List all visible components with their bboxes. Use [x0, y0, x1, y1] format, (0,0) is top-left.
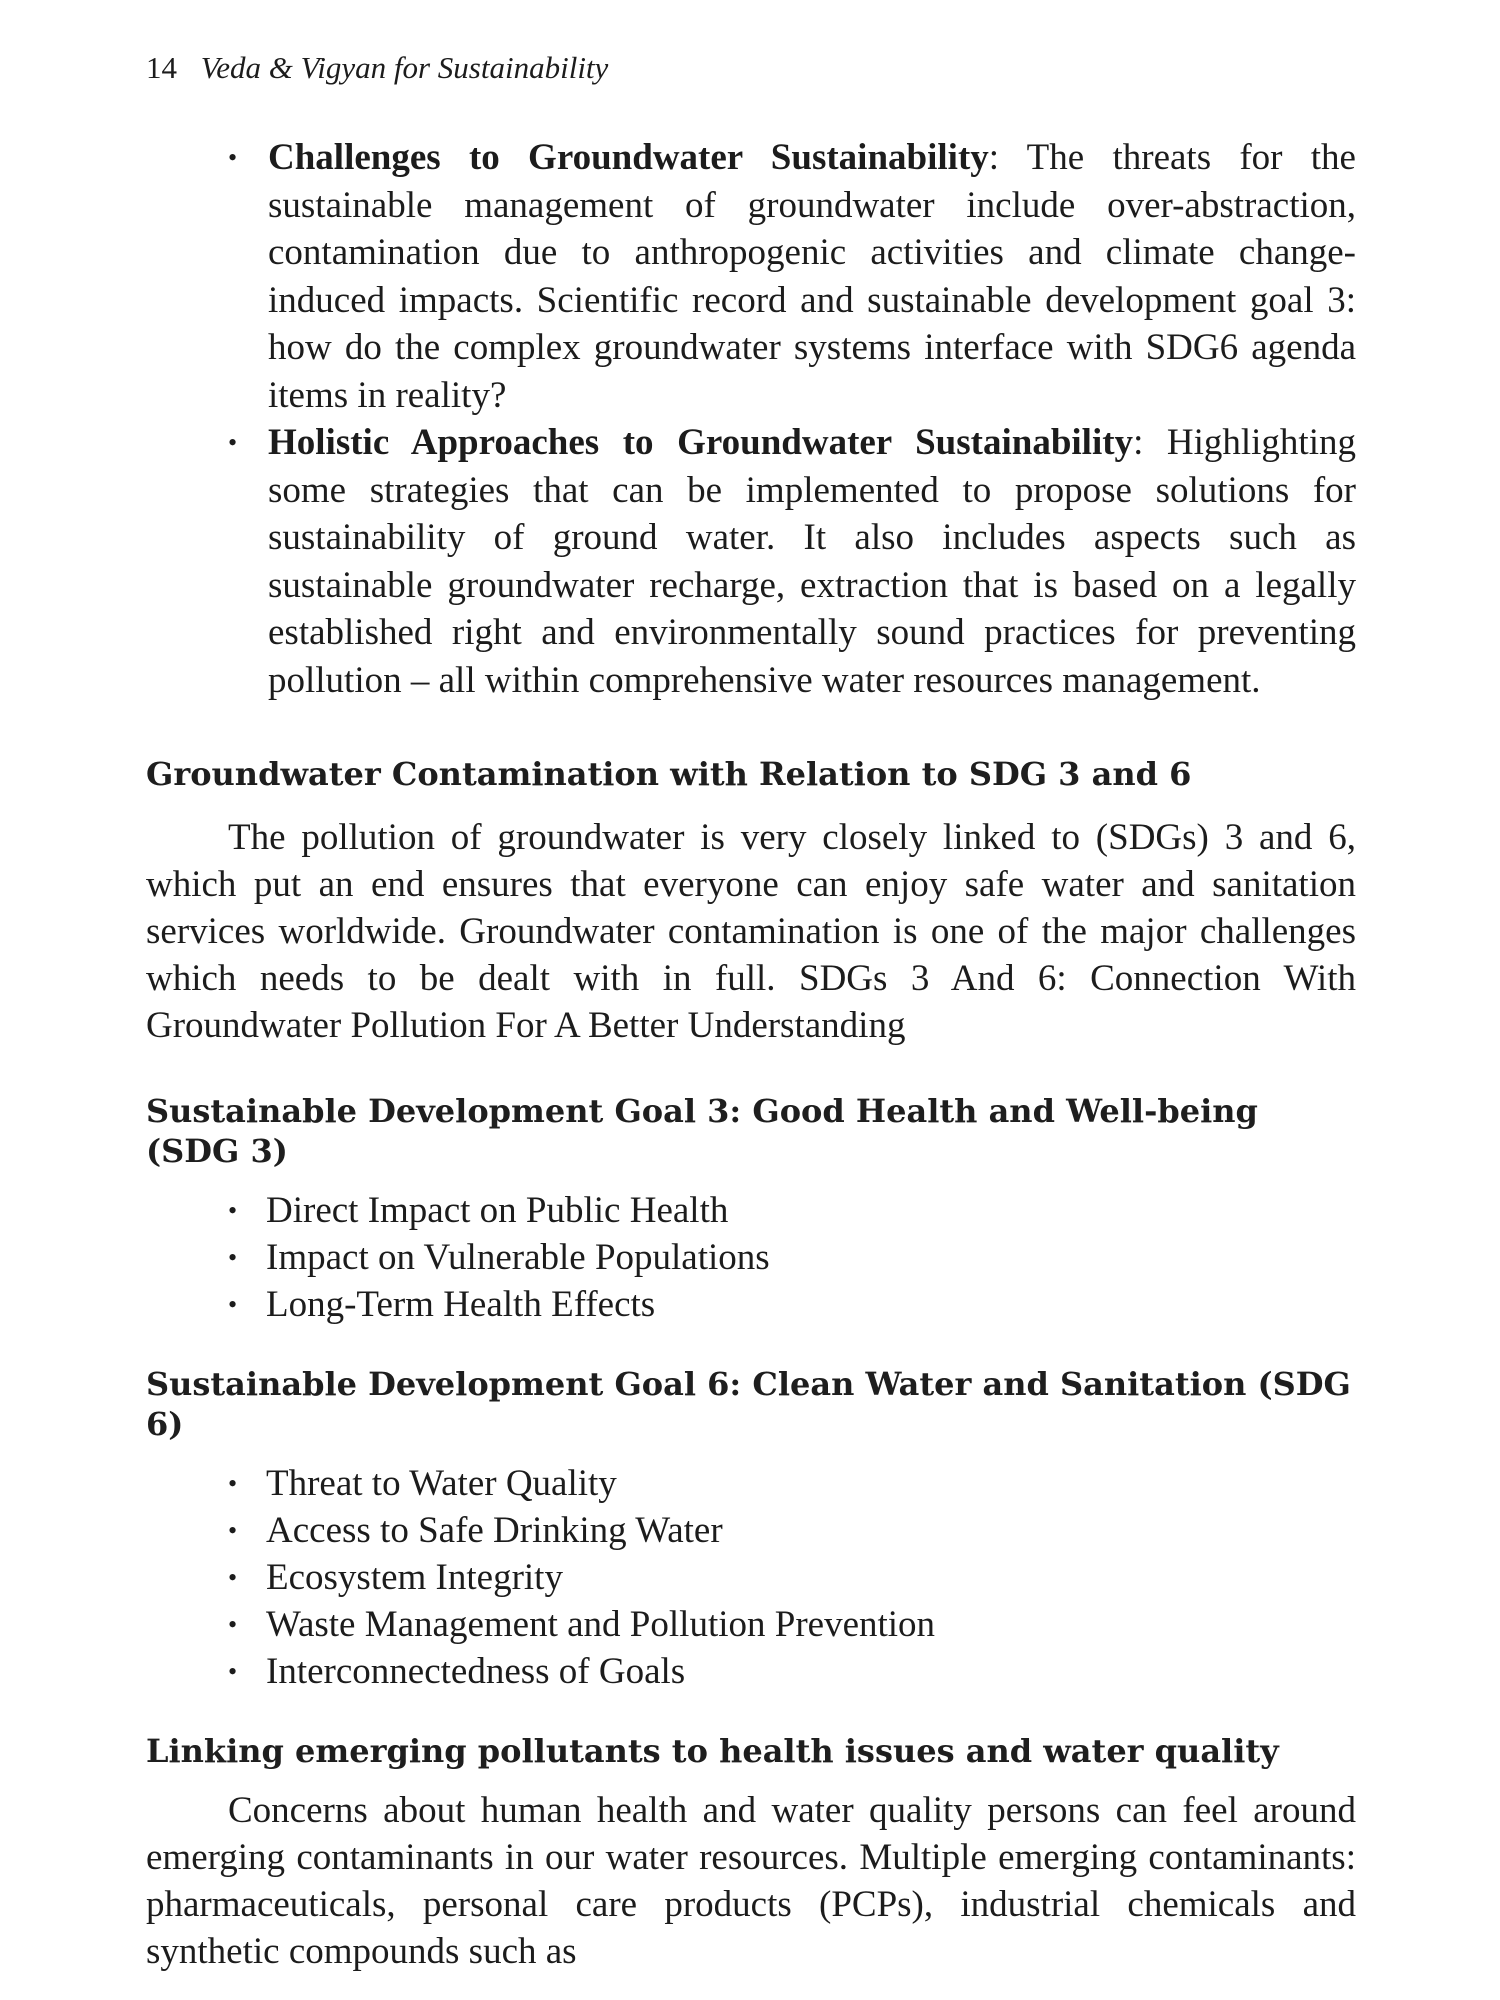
list-item [146, 1507, 1356, 1554]
list-item [146, 134, 1356, 419]
list-item-text: Ecosystem Integrity [266, 1557, 563, 1598]
top-bullet-list [146, 134, 1356, 704]
list-item-text: Interconnectedness of Goals [266, 1651, 686, 1692]
section-heading-contamination: Groundwater Contamination with Relation to SDG 3 and 6 [146, 755, 1192, 793]
list-item [146, 1554, 1356, 1601]
bullet-icon: • [228, 1290, 238, 1319]
page-number: 14 [146, 50, 177, 85]
bullet-lead: Challenges to Groundwater Sustainability [268, 137, 989, 178]
page-content [146, 134, 1356, 1975]
section-heading-linking: Linking emerging pollutants to health issues and water quality [146, 1732, 1279, 1770]
paragraph-linking: Concerns about human health and water quality persons can feel around emerging contaminants in our water resources. Multiple emerging contaminants: pharmaceuticals, personal care products (PCPs), industrial chemicals and synthetic compounds such as [146, 1790, 1356, 1972]
bullet-icon: • [228, 1657, 238, 1686]
list-item-text: Direct Impact on Public Health [266, 1190, 729, 1231]
book-title: Veda & Vigyan for Sustainability [200, 50, 609, 85]
sdg3-list [146, 1187, 1356, 1328]
list-item [146, 1601, 1356, 1648]
list-item [146, 1187, 1356, 1234]
list-item [146, 1648, 1356, 1695]
bullet-lead: Holistic Approaches to Groundwater Sustainability [268, 422, 1134, 463]
bullet-icon: • [228, 1516, 238, 1545]
list-item [146, 1460, 1356, 1507]
bullet-icon: • [228, 143, 238, 172]
bullet-text: : Highlighting some strategies that can be implemented to propose solutions for sustainability of ground water. It also includes aspects such as sustainable groundwater recharge, extraction that is based on a legally established right and environmentally sound practices for preventing pollution – all within comprehensive water resources management. [268, 422, 1356, 701]
list-item [146, 419, 1356, 704]
bullet-icon: • [228, 1469, 238, 1498]
list-item [146, 1281, 1356, 1328]
list-item-text: Threat to Water Quality [266, 1463, 617, 1504]
paragraph-contamination: The pollution of groundwater is very closely linked to (SDGs) 3 and 6, which put an end ensures that everyone can enjoy safe water and sanitation services worldwide. Groundwater contamination is one of the major challenges which needs to be dealt with in full. SDGs 3 And 6: Connection With Groundwater Pollution For A Better Understanding [146, 817, 1356, 1046]
list-item-text: Long-Term Health Effects [266, 1284, 656, 1325]
list-item-text: Waste Management and Pollution Prevention [266, 1604, 936, 1645]
sdg6-list [146, 1460, 1356, 1695]
bullet-icon: • [228, 1196, 238, 1225]
bullet-icon: • [228, 1563, 238, 1592]
bullet-text: : The threats for the sustainable management of groundwater include over-abstraction, contamination due to anthropogenic activities and climate change-induced impacts. Scientific record and sustainable development goal 3: how do the complex groundwater systems interface with SDG6 agenda items in reality? [268, 137, 1356, 416]
list-item [146, 1234, 1356, 1281]
section-heading-sdg3: Sustainable Development Goal 3: Good Health and Well-being (SDG 3) [146, 1092, 1258, 1170]
bullet-icon: • [228, 1610, 238, 1639]
list-item-text: Access to Safe Drinking Water [266, 1510, 723, 1551]
running-header [146, 50, 608, 86]
list-item-text: Impact on Vulnerable Populations [266, 1237, 770, 1278]
bullet-icon: • [228, 428, 238, 457]
section-heading-sdg6: Sustainable Development Goal 6: Clean Water and Sanitation (SDG 6) [146, 1365, 1351, 1443]
bullet-icon: • [228, 1243, 238, 1272]
